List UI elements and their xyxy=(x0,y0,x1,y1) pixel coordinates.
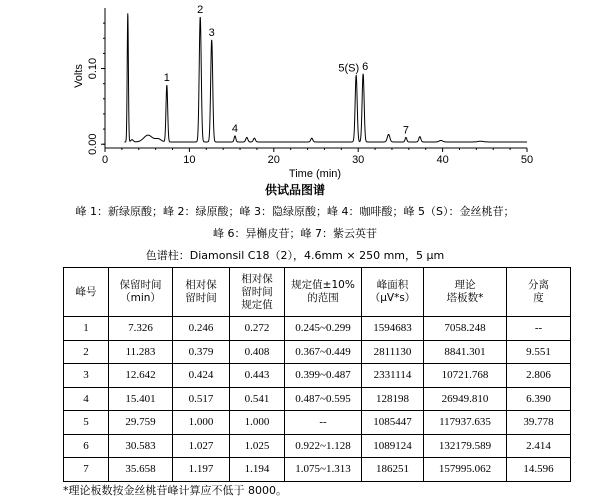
figure-title: 供试品图谱 xyxy=(264,183,325,197)
table-cell: 0.246 xyxy=(173,317,230,341)
table-cell: 0.272 xyxy=(230,317,285,341)
table-cell: 14.596 xyxy=(507,458,571,482)
table-cell: 0.399~0.487 xyxy=(285,364,362,388)
table-cell: 11.283 xyxy=(109,340,173,364)
table-cell: 5 xyxy=(64,411,109,435)
table-cell: 6.390 xyxy=(507,387,571,411)
x-tick-label: 10 xyxy=(183,154,196,166)
table-cell: 1.197 xyxy=(173,458,230,482)
chromatogram-chart xyxy=(0,0,590,182)
y-axis-label: Volts xyxy=(73,64,85,88)
table-cell: 6 xyxy=(64,434,109,458)
table-cell: 10721.768 xyxy=(424,364,507,388)
table-row xyxy=(64,434,571,458)
table-cell: 30.583 xyxy=(109,434,173,458)
peak-label-7: 7 xyxy=(402,124,410,137)
table-cell: 15.401 xyxy=(109,387,173,411)
table-cell: 0.408 xyxy=(230,340,285,364)
table-cell: 0.379 xyxy=(173,340,230,364)
table-cell: 186251 xyxy=(362,458,424,482)
table-cell: 1 xyxy=(64,317,109,341)
table-cell: 2811130 xyxy=(362,340,424,364)
table-cell: 8841.301 xyxy=(424,340,507,364)
results-table xyxy=(63,267,571,482)
table-row xyxy=(64,411,571,435)
peak-label-5S: 5(S) xyxy=(338,62,360,75)
table-cell: 29.759 xyxy=(109,411,173,435)
column-info: 色谱柱：Diamonsil C18（2），4.6mm × 250 mm，5 μm xyxy=(145,249,445,262)
table-cell: 1.075~1.313 xyxy=(285,458,362,482)
axis-ticks xyxy=(87,23,533,166)
x-tick-label: 0 xyxy=(101,154,109,166)
table-cell: 0.487~0.595 xyxy=(285,387,362,411)
y-tick-label: 0.10 xyxy=(87,57,99,80)
chromatogram-trace xyxy=(124,13,527,142)
table-cell: 1085447 xyxy=(362,411,424,435)
column-header: 峰面积 （μV*s） xyxy=(362,268,424,317)
peak-label-4: 4 xyxy=(231,122,239,135)
peak-label-2: 2 xyxy=(197,4,204,17)
table-cell: 1594683 xyxy=(362,317,424,341)
table-cell: 0.367~0.449 xyxy=(285,340,362,364)
x-tick-label: 30 xyxy=(352,154,365,166)
column-header: 分离 度 xyxy=(507,268,571,317)
table-cell: 1.194 xyxy=(230,458,285,482)
peak-label-6: 6 xyxy=(362,60,369,73)
table-cell: 2 xyxy=(64,340,109,364)
table-cell: 7 xyxy=(64,458,109,482)
table-cell: 1.027 xyxy=(173,434,230,458)
table-cell: 0.443 xyxy=(230,364,285,388)
table-cell: 12.642 xyxy=(109,364,173,388)
table-cell: 35.658 xyxy=(109,458,173,482)
x-tick-label: 50 xyxy=(520,154,534,166)
table-cell: 157995.062 xyxy=(424,458,507,482)
peak-label-3: 3 xyxy=(208,26,215,39)
table-cell: 7058.248 xyxy=(424,317,507,341)
x-tick-label: 40 xyxy=(436,154,449,166)
table-cell: 3 xyxy=(64,364,109,388)
table-header-row xyxy=(64,268,571,317)
table-cell: 2.806 xyxy=(507,364,571,388)
table-cell: 26949.810 xyxy=(424,387,507,411)
table-cell: 2331114 xyxy=(362,364,424,388)
footnote: *理论板数按金丝桃苷峰计算应不低于 8000。 xyxy=(63,484,287,497)
x-tick-label: 20 xyxy=(267,154,280,166)
peak-legend-line1: 峰 1：新绿原酸；峰 2：绿原酸；峰 3：隐绿原酸；峰 4：咖啡酸；峰 5（S）：金丝桃苷； xyxy=(75,205,515,218)
table-cell: 1089124 xyxy=(362,434,424,458)
table-cell: -- xyxy=(285,411,362,435)
table-cell: 4 xyxy=(64,387,109,411)
table-cell: 7.326 xyxy=(109,317,173,341)
table-cell: 1.000 xyxy=(230,411,285,435)
table-row xyxy=(64,340,571,364)
table-cell: 132179.589 xyxy=(424,434,507,458)
table-cell: 0.424 xyxy=(173,364,230,388)
table-cell: 0.541 xyxy=(230,387,285,411)
column-header: 峰号 xyxy=(64,268,109,317)
column-header: 理论 塔板数* xyxy=(424,268,507,317)
table-cell: 0.922~1.128 xyxy=(285,434,362,458)
column-header: 相对保 留时间 xyxy=(173,268,230,317)
table-cell: 2.414 xyxy=(507,434,571,458)
column-header: 保留时间 （min） xyxy=(109,268,173,317)
table-body xyxy=(64,317,571,482)
table-cell: 39.778 xyxy=(507,411,571,435)
peak-legend-line2: 峰 6：异槲皮苷；峰 7：紫云英苷 xyxy=(213,227,377,240)
table-cell: 117937.635 xyxy=(424,411,507,435)
table-cell: 9.551 xyxy=(507,340,571,364)
table-cell: 0.245~0.299 xyxy=(285,317,362,341)
column-header: 规定值±10% 的范围 xyxy=(285,268,362,317)
table-cell: 1.025 xyxy=(230,434,285,458)
table-cell: 0.517 xyxy=(173,387,230,411)
table-row xyxy=(64,458,571,482)
table-row xyxy=(64,387,571,411)
peak-label-1: 1 xyxy=(163,72,170,85)
table-row xyxy=(64,364,571,388)
table-cell: 128198 xyxy=(362,387,424,411)
table-cell: 1.000 xyxy=(173,411,230,435)
table-cell: -- xyxy=(507,317,571,341)
x-axis-label: Time (min) xyxy=(288,168,342,180)
column-header: 相对保 留时间 规定值 xyxy=(230,268,285,317)
table-row xyxy=(64,317,571,341)
y-tick-label: 0.00 xyxy=(87,133,99,155)
